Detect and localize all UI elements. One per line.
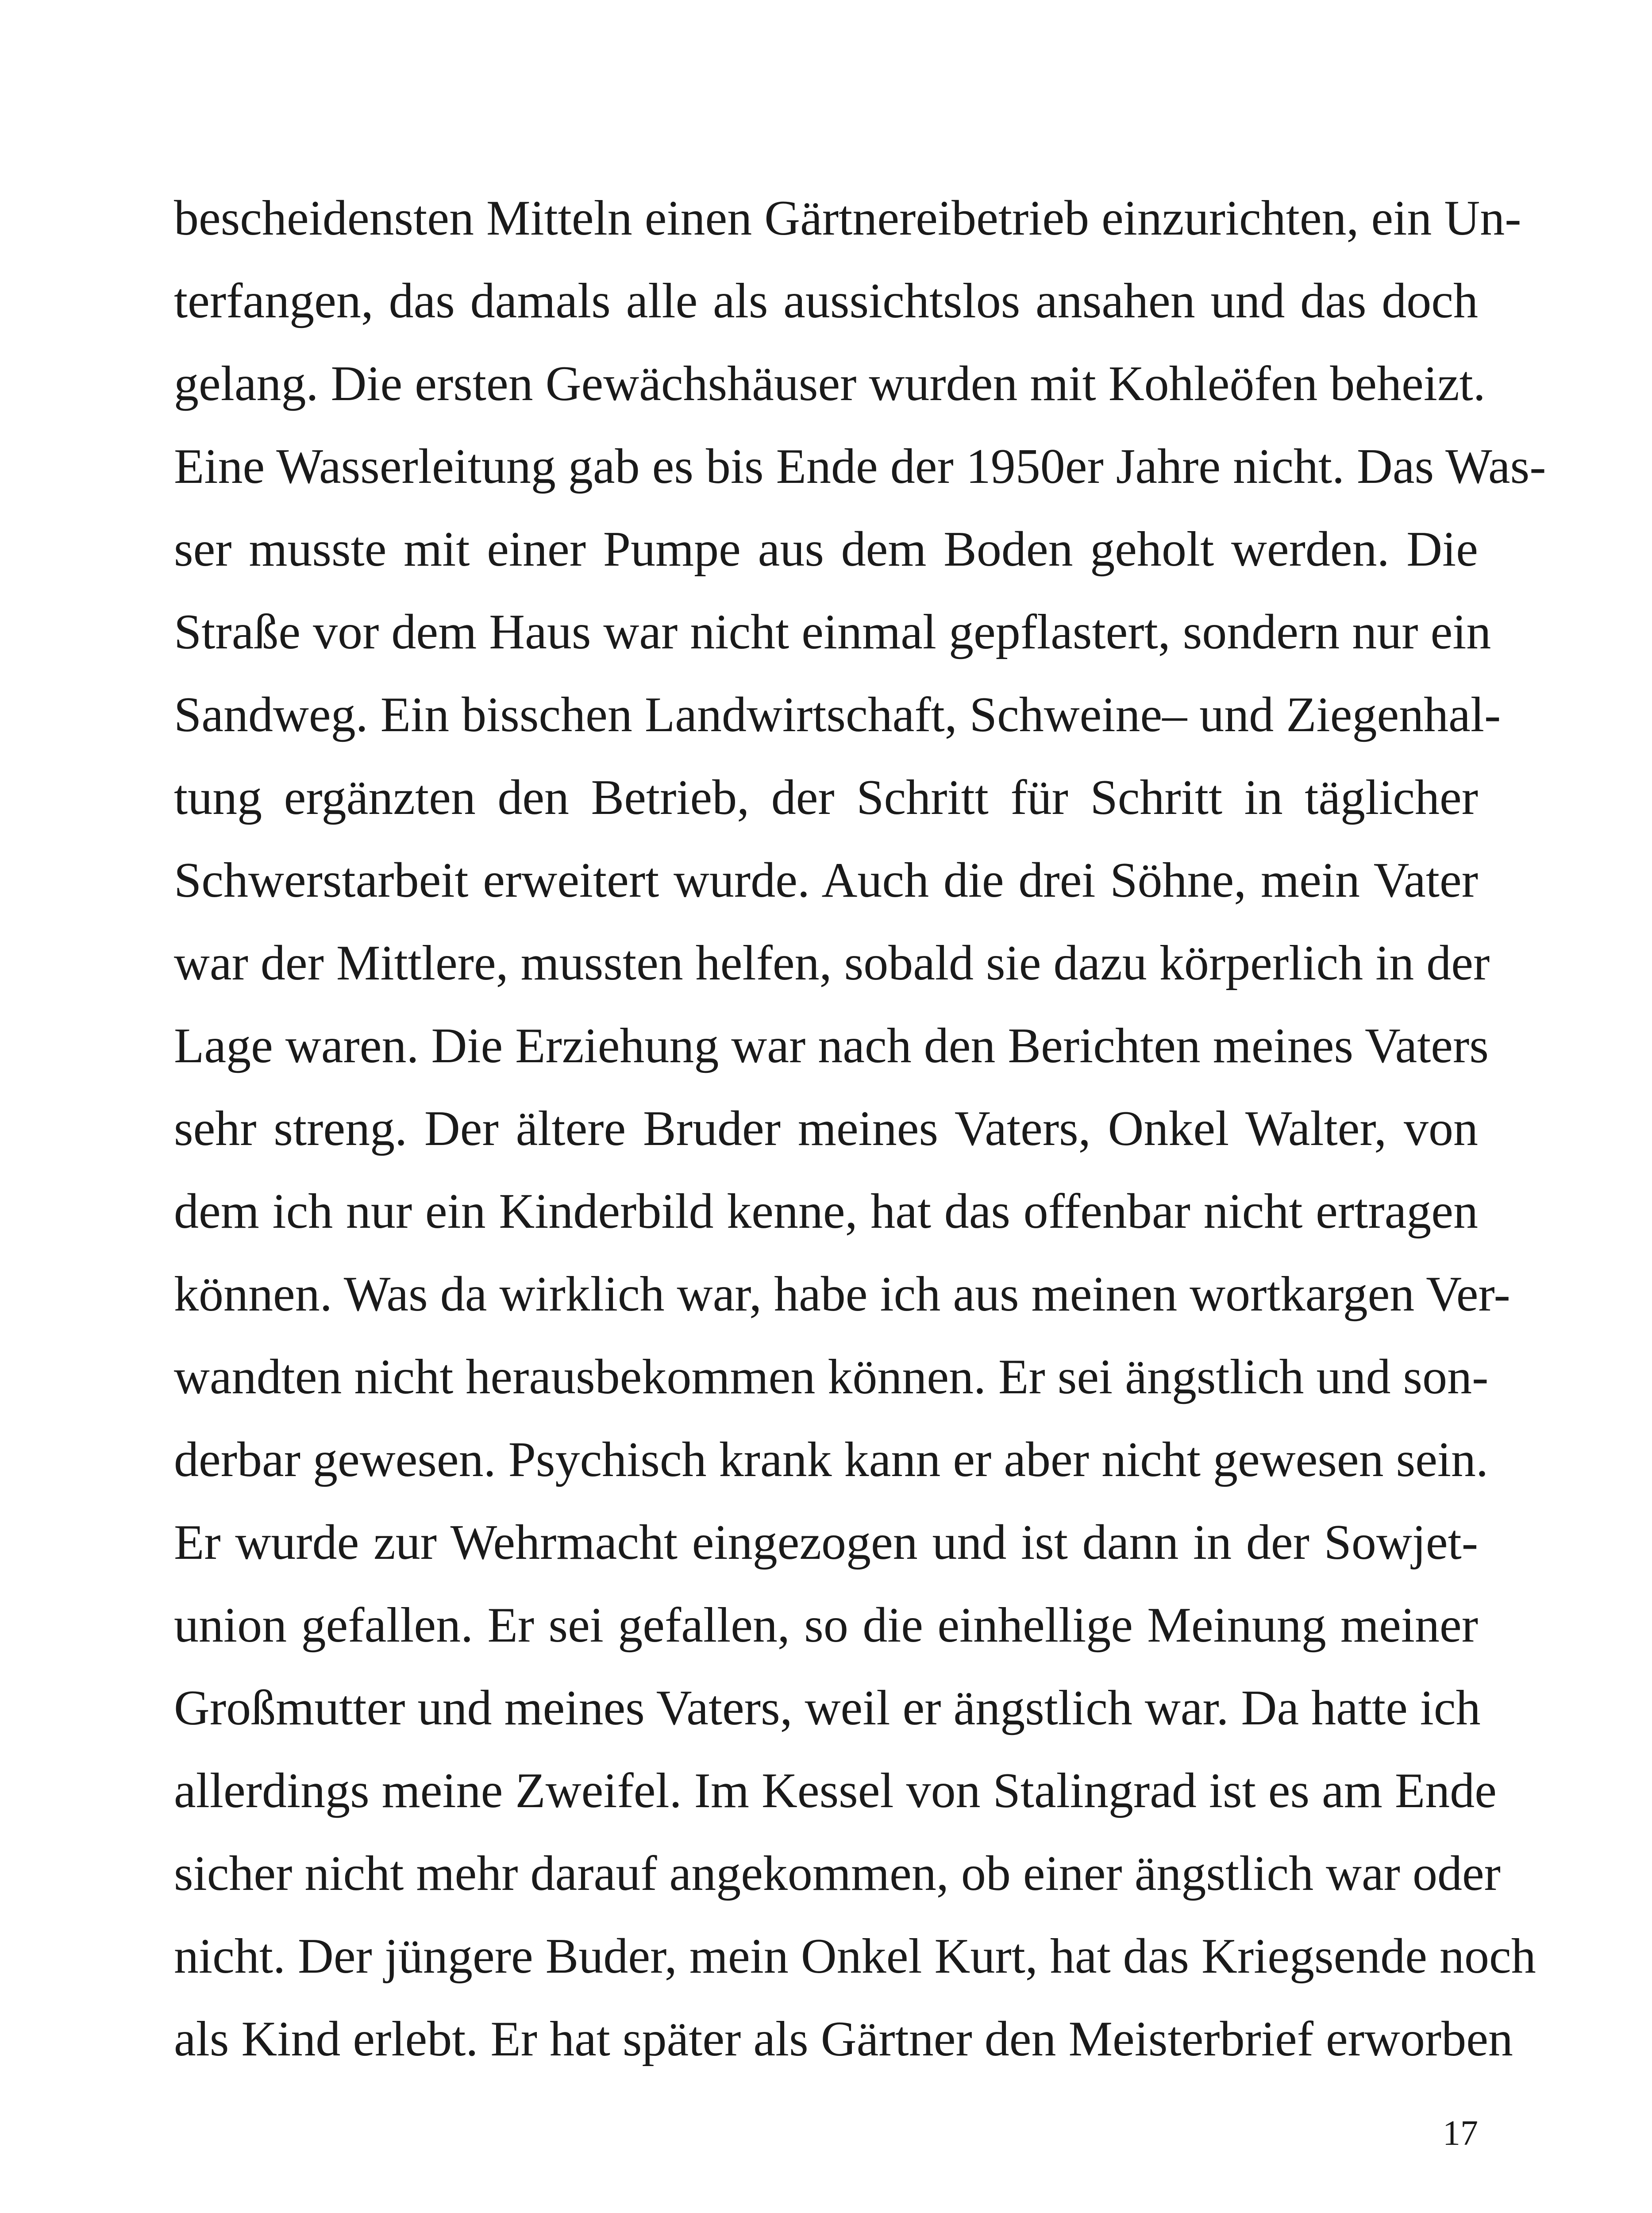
text-line: als Kind erlebt. Er hat später als Gärtner den Meisterbrief erworben	[174, 2012, 1513, 2066]
text-line: terfangen, das damals alle als aussichtslos ansahen und das doch	[174, 274, 1478, 328]
text-line: sehr streng. Der ältere Bruder meines Vaters, Onkel Walter, von	[174, 1101, 1478, 1156]
text-line: Er wurde zur Wehrmacht eingezogen und ist dann in der Sowjet-	[174, 1515, 1478, 1570]
text-line: Lage waren. Die Erziehung war nach den Berichten meines Vaters	[174, 1018, 1489, 1073]
text-line: Eine Wasserleitung gab es bis Ende der 1950er Jahre nicht. Das Was-	[174, 439, 1546, 494]
text-line: ser musste mit einer Pumpe aus dem Boden geholt werden. Die	[174, 522, 1478, 577]
page-number: 17	[1443, 2114, 1478, 2153]
text-line: wandten nicht herausbekommen können. Er sei ängstlich und son-	[174, 1349, 1489, 1404]
text-line: sicher nicht mehr darauf angekommen, ob einer ängstlich war oder	[174, 1846, 1501, 1901]
text-line: bescheidensten Mitteln einen Gärtnereibetrieb einzurichten, ein Un-	[174, 191, 1521, 246]
text-line: Straße vor dem Haus war nicht einmal gepflastert, sondern nur ein	[174, 605, 1491, 659]
text-line: können. Was da wirklich war, habe ich aus meinen wortkargen Ver-	[174, 1267, 1510, 1322]
text-line: allerdings meine Zweifel. Im Kessel von Stalingrad ist es am Ende	[174, 1763, 1497, 1818]
text-line: nicht. Der jüngere Buder, mein Onkel Kurt, hat das Kriegsende noch	[174, 1929, 1536, 1984]
text-line: gelang. Die ersten Gewächshäuser wurden mit Kohleöfen beheizt.	[174, 356, 1486, 411]
text-line: Schwerstarbeit erweitert wurde. Auch die drei Söhne, mein Vater	[174, 853, 1478, 908]
text-line: derbar gewesen. Psychisch krank kann er aber nicht gewesen sein.	[174, 1432, 1489, 1487]
text-line: union gefallen. Er sei gefallen, so die einhellige Meinung meiner	[174, 1598, 1478, 1653]
text-line: tung ergänzten den Betrieb, der Schritt für Schritt in täglicher	[174, 770, 1478, 825]
text-line: war der Mittlere, mussten helfen, sobald sie dazu körperlich in der	[174, 936, 1490, 991]
text-line: dem ich nur ein Kinderbild kenne, hat das offenbar nicht ertragen	[174, 1184, 1478, 1239]
text-line: Sandweg. Ein bisschen Landwirtschaft, Schweine– und Ziegenhal-	[174, 687, 1501, 742]
text-line: Großmutter und meines Vaters, weil er ängstlich war. Da hatte ich	[174, 1681, 1481, 1735]
body-text	[174, 177, 1546, 2081]
